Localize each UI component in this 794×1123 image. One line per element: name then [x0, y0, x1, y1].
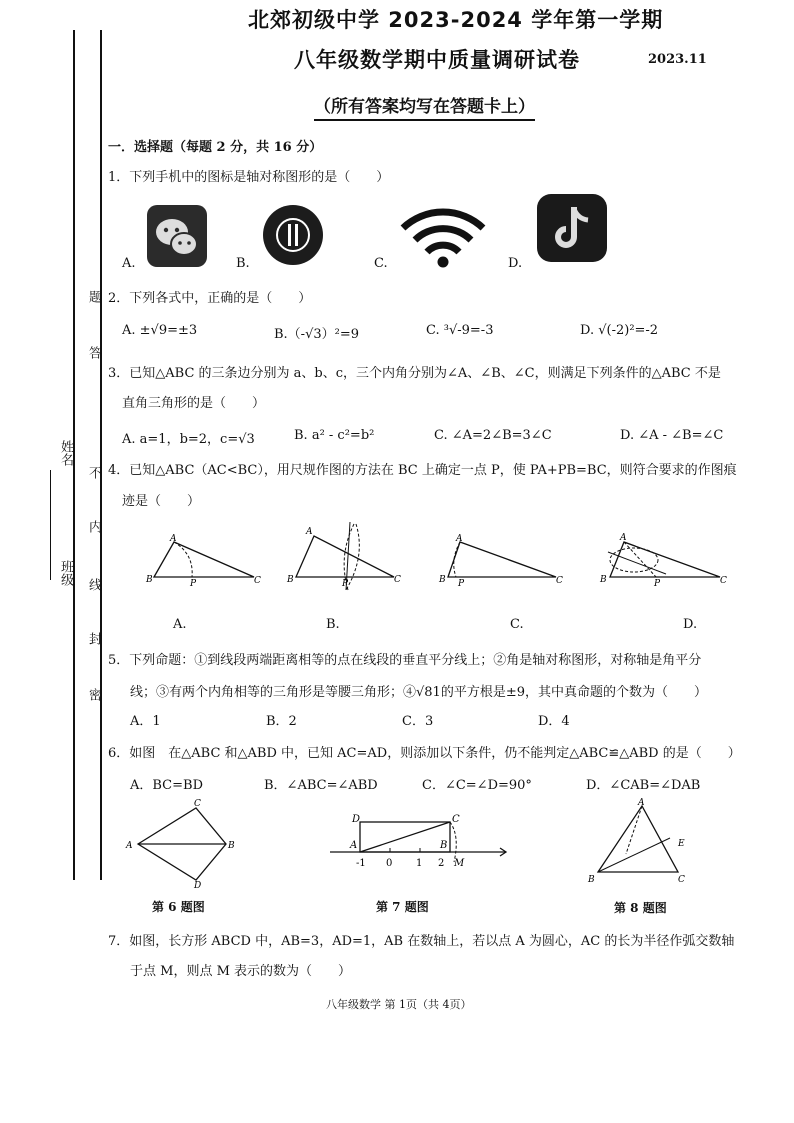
fig8-label-c: C — [678, 875, 685, 885]
q4a-label-b: B — [146, 575, 153, 585]
q5-option-c: C．3 — [402, 714, 434, 729]
q6-option-b: B．∠ABC=∠ABD — [264, 778, 378, 793]
fig6-label-d: D — [194, 881, 202, 890]
page-footer: 八年级数学 第 1页（共 4页） — [326, 998, 472, 1011]
fig7-label-d: D — [352, 814, 361, 825]
q4d-label-a: A — [620, 533, 627, 543]
q4-figure-a — [144, 532, 264, 592]
q4-stem-line2: 迹是（ ） — [122, 494, 201, 509]
q4a-label-p: P — [190, 579, 197, 589]
q5-stem-line2: 线；③有两个内角相等的三角形是等腰三角形；④√81的平方根是±9，其中真命题的个数为（ ） — [130, 685, 707, 700]
fig8-label-a: A — [638, 798, 645, 808]
side-label-banji: 班级 — [58, 560, 73, 586]
q7-stem-line2: 于点 M，则点 M 表示的数为（ ） — [130, 964, 352, 979]
q2-stem: 2．下列各式中，正确的是（ ） — [108, 291, 312, 306]
q4c-label-c: C — [556, 576, 563, 586]
q6-option-d: D．∠CAB=∠DAB — [586, 778, 701, 793]
q5-option-a: A．1 — [130, 714, 161, 729]
q4d-label-p: P — [654, 579, 661, 589]
q4b-label-c: C — [394, 575, 401, 585]
q3-option-d: D. ∠A - ∠B=∠C — [620, 428, 724, 443]
q3-stem-line1: 3．已知△ABC 的三条边分别为 a、b、c，三个内角分别为∠A、∠B、∠C，则满足下列条件的△ABC 不是 — [108, 366, 721, 381]
side-label-xingming: 姓名 — [58, 440, 73, 466]
q4-figure-d — [594, 532, 734, 592]
fig6-label-b: B — [228, 841, 235, 851]
ban-ji-underline — [50, 470, 51, 580]
q2-option-b: B.（-√3）²=9 — [274, 327, 360, 342]
q5-option-b: B．2 — [266, 714, 297, 729]
figure-7 — [326, 806, 512, 870]
q5-option-d: D．4 — [538, 714, 570, 729]
q4a-label-a: A — [170, 534, 177, 544]
q6-stem: 6．如图 在△ABC 和△ABD 中，已知 AC=AD，则添加以下条件，仍不能判定△ABC≌△ABD 的是（ ） — [108, 746, 741, 761]
answer-note: （所有答案均写在答题卡上） — [314, 92, 535, 121]
q3-option-a: A. a=1，b=2，c=√3 — [122, 432, 255, 447]
q4c-label-p: P — [458, 579, 465, 589]
side-label-bu: 不 — [86, 466, 101, 479]
fig6-label-a: A — [126, 841, 133, 851]
q1-option-b: B. — [236, 256, 250, 271]
q1-stem: 1．下列手机中的图标是轴对称图形的是（ ） — [108, 170, 390, 185]
wifi-icon — [398, 206, 488, 268]
q1-option-a: A. — [122, 256, 136, 271]
fig7-label-c: C — [452, 814, 460, 825]
side-label-mi: 密 — [86, 688, 101, 701]
q5-stem-line1: 5．下列命题：①到线段两端距离相等的点在线段的垂直平分线上；②角是轴对称图形，对称轴是角平分 — [108, 653, 702, 668]
fig8-label-e: E — [678, 839, 685, 849]
q7-stem-line1: 7．如图，长方形 ABCD 中，AB=3，AD=1，AB 在数轴上，若以点 A 为圆心，AC 的长为半径作弧交数轴 — [108, 934, 735, 949]
fig7-caption: 第 7 题图 — [376, 900, 429, 914]
q4b-label-a: A — [306, 527, 313, 537]
fig7-label-m: M — [454, 858, 465, 869]
q3-option-b: B. a² - c²=b² — [294, 428, 375, 443]
q4-option-c: C. — [510, 617, 524, 632]
tiktok-icon — [536, 193, 608, 263]
figure-8 — [586, 798, 696, 888]
fig7-tick-1: 1 — [416, 858, 423, 869]
exam-date: 2023.11 — [648, 52, 707, 67]
exam-title-line2: 八年级数学期中质量调研试卷 — [294, 48, 580, 72]
q4-option-d: D. — [683, 617, 698, 632]
section-heading: 一．选择题（每题 2 分，共 16 分） — [108, 140, 323, 155]
side-label-da: 答 — [86, 346, 101, 359]
side-label-xian: 线 — [86, 578, 101, 591]
side-label-feng: 封 — [86, 632, 101, 645]
fig6-caption: 第 6 题图 — [152, 900, 205, 914]
q4-option-b: B. — [326, 617, 340, 632]
q4d-label-b: B — [600, 575, 607, 585]
fig8-caption: 第 8 题图 — [614, 901, 667, 915]
q4a-label-c: C — [254, 576, 261, 586]
q2-option-c: C. ³√-9=-3 — [426, 323, 494, 338]
pause-circle-icon — [262, 204, 324, 266]
q1-option-d: D. — [508, 256, 523, 271]
fig7-tick-neg1: -1 — [356, 858, 366, 869]
q3-stem-line2: 直角三角形的是（ ） — [122, 396, 266, 411]
q2-option-d: D. √(-2)²=-2 — [580, 323, 659, 338]
fig6-label-c: C — [194, 799, 201, 809]
q4-stem-line1: 4．已知△ABC（AC<BC），用尺规作图的方法在 BC 上确定一点 P，使 PA+PB=BC，则符合要求的作图痕 — [108, 463, 737, 478]
fig7-label-b: B — [440, 840, 448, 851]
q6-option-a: A．BC=BD — [130, 778, 203, 793]
q4c-label-b: B — [439, 575, 446, 585]
fig7-label-a: A — [350, 840, 358, 851]
q2-option-a: A. ±√9=±3 — [122, 323, 198, 338]
exam-title-line1: 北郊初级中学 2023-2024 学年第一学期 — [248, 8, 664, 32]
q4-figure-b — [284, 520, 404, 592]
q4c-label-a: A — [456, 534, 463, 544]
side-label-nei: 内 — [86, 520, 101, 533]
q4d-label-c: C — [720, 576, 727, 586]
wechat-icon — [146, 204, 208, 268]
fig7-tick-2: 2 — [438, 858, 445, 869]
q4-figure-c — [436, 532, 566, 592]
binding-line-right — [100, 30, 102, 880]
figure-6 — [122, 798, 242, 890]
q3-option-c: C. ∠A=2∠B=3∠C — [434, 428, 552, 443]
q4b-label-p: P — [342, 579, 349, 589]
q4-option-a: A. — [173, 617, 187, 632]
q6-option-c: C．∠C=∠D=90° — [422, 778, 532, 793]
fig8-label-b: B — [588, 875, 595, 885]
q1-option-c: C. — [374, 256, 388, 271]
fig7-tick-0: 0 — [386, 858, 393, 869]
side-label-ti: 题 — [86, 290, 101, 303]
q4b-label-b: B — [287, 575, 294, 585]
